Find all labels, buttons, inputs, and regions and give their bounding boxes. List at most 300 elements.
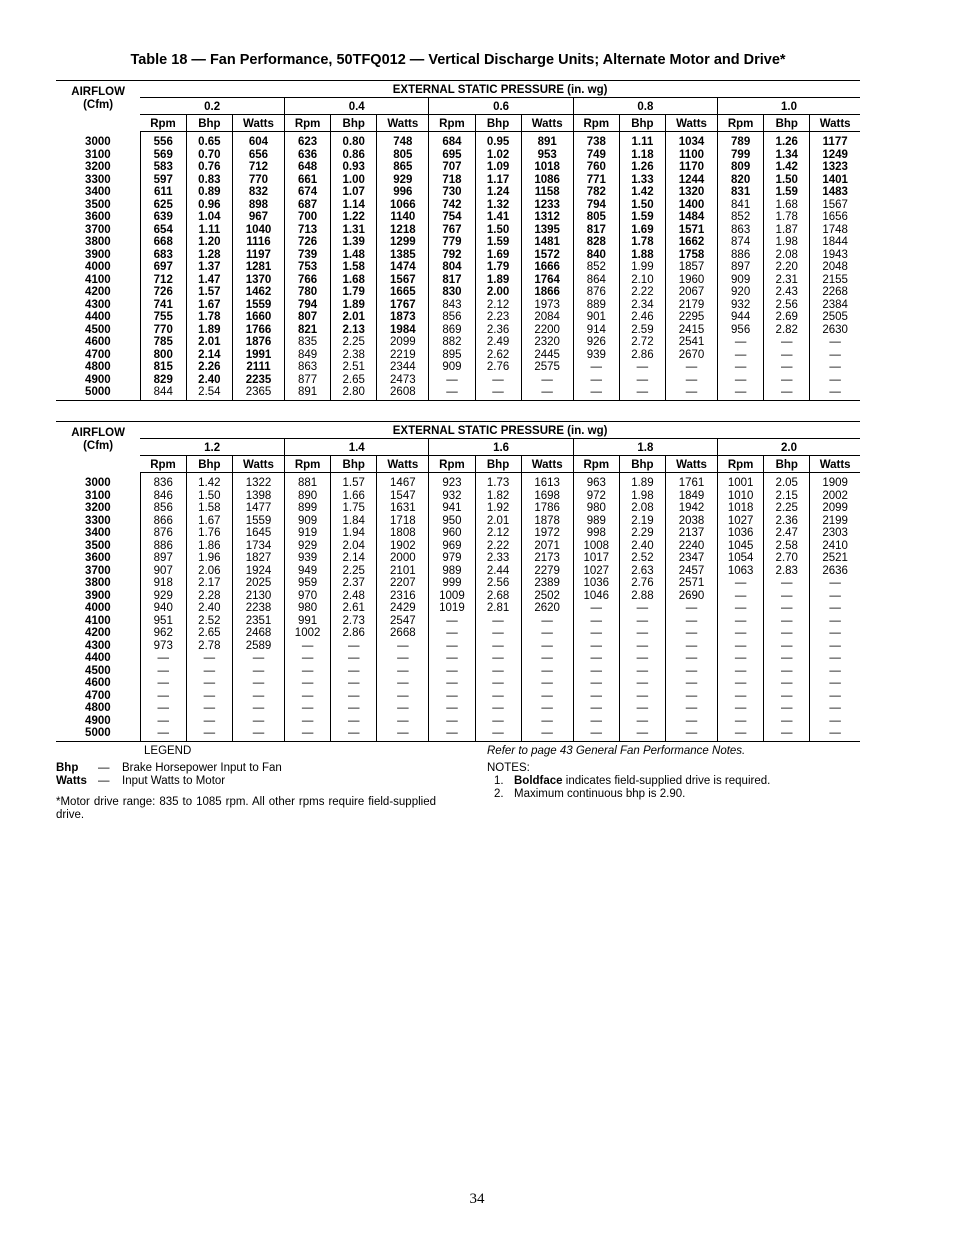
- data-cell: —: [232, 665, 284, 678]
- data-cell: —: [331, 665, 377, 678]
- data-cell: —: [573, 715, 619, 728]
- table-row: [56, 311, 860, 324]
- column-header: Bhp: [475, 115, 521, 132]
- airflow-cell: 3400: [85, 186, 111, 198]
- table-row: [56, 236, 860, 249]
- data-cell: 739: [285, 249, 331, 262]
- column-row: [56, 456, 860, 473]
- data-cell: 817: [429, 274, 475, 287]
- data-cell: —: [810, 374, 860, 387]
- data-cell: 789: [718, 132, 764, 149]
- data-cell: 1.09: [475, 161, 521, 174]
- data-cell: 944: [718, 311, 764, 324]
- data-cell: —: [475, 677, 521, 690]
- data-cell: —: [810, 727, 860, 741]
- column-header: Rpm: [429, 456, 475, 473]
- data-cell: 1.69: [475, 249, 521, 262]
- data-cell: 1878: [521, 515, 573, 528]
- data-cell: 1559: [232, 515, 284, 528]
- data-cell: 1177: [810, 132, 860, 149]
- data-cell: 2316: [377, 590, 429, 603]
- data-cell: 2199: [810, 515, 860, 528]
- data-cell: —: [764, 590, 810, 603]
- data-cell: —: [764, 715, 810, 728]
- data-cell: 1.42: [186, 473, 232, 490]
- data-cell: 1.18: [619, 149, 665, 162]
- data-cell: —: [810, 690, 860, 703]
- data-cell: 1.48: [331, 249, 377, 262]
- data-cell: —: [377, 702, 429, 715]
- data-cell: 1158: [521, 186, 573, 199]
- data-cell: 1019: [429, 602, 475, 615]
- data-cell: —: [521, 652, 573, 665]
- data-cell: 712: [140, 274, 186, 287]
- data-cell: 979: [429, 552, 475, 565]
- column-row: [56, 115, 860, 132]
- data-cell: —: [665, 677, 717, 690]
- data-cell: 623: [285, 132, 331, 149]
- data-cell: —: [140, 652, 186, 665]
- data-cell: —: [331, 677, 377, 690]
- data-cell: 865: [377, 161, 429, 174]
- table-row: [56, 702, 860, 715]
- data-cell: —: [429, 627, 475, 640]
- table-row: [56, 490, 860, 503]
- data-cell: 2365: [232, 386, 284, 400]
- data-cell: 2179: [665, 299, 717, 312]
- data-cell: 852: [718, 211, 764, 224]
- data-cell: 856: [140, 502, 186, 515]
- data-cell: 2.00: [475, 286, 521, 299]
- data-cell: 1.79: [475, 261, 521, 274]
- data-cell: 989: [429, 565, 475, 578]
- table-row: [56, 552, 860, 565]
- airflow-cell: 4000: [85, 261, 111, 273]
- data-cell: 1924: [232, 565, 284, 578]
- data-cell: 1462: [232, 286, 284, 299]
- data-cell: —: [665, 627, 717, 640]
- table-row: [56, 149, 860, 162]
- data-cell: 1.58: [186, 502, 232, 515]
- data-cell: 2238: [232, 602, 284, 615]
- table-row: [56, 540, 860, 553]
- column-header: Watts: [810, 456, 860, 473]
- data-cell: —: [718, 665, 764, 678]
- data-cell: 2.56: [764, 299, 810, 312]
- table-header: [56, 422, 860, 473]
- data-cell: —: [521, 715, 573, 728]
- data-cell: 668: [140, 236, 186, 249]
- data-cell: 1.66: [331, 490, 377, 503]
- data-cell: 1.84: [331, 515, 377, 528]
- data-cell: 1766: [232, 324, 284, 337]
- data-cell: 1873: [377, 311, 429, 324]
- data-cell: 1100: [665, 149, 717, 162]
- data-cell: 1.58: [331, 261, 377, 274]
- data-cell: 2.86: [331, 627, 377, 640]
- data-cell: 1645: [232, 527, 284, 540]
- airflow-cell: 3700: [85, 564, 111, 577]
- data-cell: —: [521, 374, 573, 387]
- data-cell: 1547: [377, 490, 429, 503]
- data-cell: 895: [429, 349, 475, 362]
- data-cell: 2.25: [764, 502, 810, 515]
- data-cell: 963: [573, 473, 619, 490]
- data-cell: —: [429, 640, 475, 653]
- data-cell: —: [186, 690, 232, 703]
- data-cell: 832: [232, 186, 284, 199]
- airflow-cell: 4400: [85, 311, 111, 323]
- data-cell: 1.78: [619, 236, 665, 249]
- data-cell: 2630: [810, 324, 860, 337]
- data-cell: 1827: [232, 552, 284, 565]
- data-cell: —: [186, 677, 232, 690]
- table-row: [56, 615, 860, 628]
- data-cell: 697: [140, 261, 186, 274]
- data-cell: 2575: [521, 361, 573, 374]
- data-cell: 2457: [665, 565, 717, 578]
- data-cell: 2.38: [331, 349, 377, 362]
- data-cell: 869: [429, 324, 475, 337]
- data-cell: 1370: [232, 274, 284, 287]
- data-cell: 2295: [665, 311, 717, 324]
- airflow-header: [56, 81, 140, 132]
- data-cell: —: [619, 640, 665, 653]
- column-header: Rpm: [718, 115, 764, 132]
- data-cell: —: [718, 602, 764, 615]
- data-cell: 1323: [810, 161, 860, 174]
- airflow-cell: 5000: [56, 386, 140, 400]
- data-cell: —: [331, 702, 377, 715]
- data-cell: 1767: [377, 299, 429, 312]
- data-cell: 1.96: [186, 552, 232, 565]
- data-cell: —: [764, 386, 810, 400]
- data-cell: 1.99: [619, 261, 665, 274]
- data-cell: 730: [429, 186, 475, 199]
- data-cell: —: [475, 615, 521, 628]
- data-cell: 909: [429, 361, 475, 374]
- data-cell: 611: [140, 186, 186, 199]
- data-cell: 2320: [521, 336, 573, 349]
- data-cell: —: [573, 361, 619, 374]
- data-cell: 1.07: [331, 186, 377, 199]
- data-cell: —: [475, 652, 521, 665]
- data-cell: 1027: [573, 565, 619, 578]
- data-cell: 996: [377, 186, 429, 199]
- data-cell: —: [619, 702, 665, 715]
- data-cell: 1008: [573, 540, 619, 553]
- airflow-cell: 4500: [85, 664, 111, 677]
- pressure-header: 2.0: [718, 439, 860, 456]
- data-cell: —: [810, 349, 860, 362]
- data-cell: 1909: [810, 473, 860, 490]
- data-cell: 949: [285, 565, 331, 578]
- airflow-cell: 3000: [85, 135, 111, 148]
- data-cell: 940: [140, 602, 186, 615]
- note-item: [494, 788, 685, 801]
- data-cell: 914: [573, 324, 619, 337]
- data-cell: 2.76: [475, 361, 521, 374]
- data-cell: —: [232, 652, 284, 665]
- data-cell: 2.37: [331, 577, 377, 590]
- data-cell: —: [475, 640, 521, 653]
- data-cell: 980: [573, 502, 619, 515]
- data-cell: 1299: [377, 236, 429, 249]
- data-cell: 2502: [521, 590, 573, 603]
- data-cell: —: [377, 690, 429, 703]
- data-cell: —: [331, 640, 377, 653]
- data-cell: —: [429, 702, 475, 715]
- data-cell: 1808: [377, 527, 429, 540]
- data-cell: —: [764, 640, 810, 653]
- data-cell: 1027: [718, 515, 764, 528]
- data-cell: 1400: [665, 199, 717, 212]
- data-cell: —: [140, 665, 186, 678]
- data-cell: 712: [232, 161, 284, 174]
- data-cell: —: [718, 727, 764, 741]
- data-cell: 2670: [665, 349, 717, 362]
- data-cell: 2099: [377, 336, 429, 349]
- data-cell: 1.59: [764, 186, 810, 199]
- data-cell: —: [429, 386, 475, 400]
- data-cell: —: [429, 690, 475, 703]
- data-cell: 2.26: [186, 361, 232, 374]
- airflow-cell: 4200: [85, 286, 111, 298]
- airflow-cell: 5000: [56, 727, 140, 741]
- data-cell: 2.23: [475, 311, 521, 324]
- data-cell: —: [285, 677, 331, 690]
- data-cell: 2.36: [475, 324, 521, 337]
- data-cell: 2067: [665, 286, 717, 299]
- data-cell: —: [331, 652, 377, 665]
- data-cell: 1002: [285, 627, 331, 640]
- fan-performance-table-2: [56, 421, 860, 742]
- data-cell: —: [377, 640, 429, 653]
- data-cell: 1786: [521, 502, 573, 515]
- data-cell: 2.05: [764, 473, 810, 490]
- data-cell: 956: [718, 324, 764, 337]
- airflow-cell: 4200: [85, 627, 111, 639]
- data-cell: —: [619, 690, 665, 703]
- data-cell: 782: [573, 186, 619, 199]
- data-cell: 1.33: [619, 174, 665, 187]
- legend-dash: —: [98, 762, 110, 774]
- data-cell: —: [521, 386, 573, 400]
- data-cell: 1764: [521, 274, 573, 287]
- data-cell: —: [331, 727, 377, 741]
- airflow-cell: 3600: [85, 211, 111, 223]
- data-cell: —: [377, 715, 429, 728]
- data-cell: —: [718, 386, 764, 400]
- data-cell: 844: [140, 386, 186, 400]
- data-cell: 766: [285, 274, 331, 287]
- table-row: [56, 132, 860, 149]
- data-cell: 1613: [521, 473, 573, 490]
- data-cell: 0.93: [331, 161, 377, 174]
- data-cell: 2.29: [619, 527, 665, 540]
- data-cell: 1249: [810, 149, 860, 162]
- data-cell: 1662: [665, 236, 717, 249]
- data-cell: 1.28: [186, 249, 232, 262]
- airflow-cell: 4800: [85, 702, 111, 714]
- data-cell: 2.13: [331, 324, 377, 337]
- data-cell: —: [475, 386, 521, 400]
- table-row: [56, 386, 860, 400]
- data-cell: —: [521, 627, 573, 640]
- data-cell: 863: [285, 361, 331, 374]
- notes-title: NOTES:: [487, 762, 530, 774]
- airflow-unit: (Cfm): [83, 99, 114, 111]
- note-text: indicates field-supplied drive is required.: [562, 775, 771, 787]
- airflow-cell: 4500: [85, 323, 111, 336]
- table-row: [56, 299, 860, 312]
- data-cell: 2.81: [475, 602, 521, 615]
- data-cell: 2.65: [186, 627, 232, 640]
- data-cell: 1.82: [475, 490, 521, 503]
- table-row: [56, 336, 860, 349]
- data-cell: 1.00: [331, 174, 377, 187]
- data-cell: 1.98: [619, 490, 665, 503]
- data-cell: 941: [429, 502, 475, 515]
- data-cell: —: [665, 715, 717, 728]
- data-cell: 890: [285, 490, 331, 503]
- column-header: Watts: [377, 456, 429, 473]
- airflow-cell: 4300: [85, 639, 111, 652]
- data-cell: 770: [232, 174, 284, 187]
- data-cell: —: [665, 615, 717, 628]
- data-cell: 654: [140, 224, 186, 237]
- data-cell: 1902: [377, 540, 429, 553]
- data-cell: 2351: [232, 615, 284, 628]
- table-row: [56, 349, 860, 362]
- data-cell: —: [665, 602, 717, 615]
- table-body: [56, 132, 860, 401]
- data-cell: 1849: [665, 490, 717, 503]
- data-cell: —: [521, 615, 573, 628]
- data-cell: 1395: [521, 224, 573, 237]
- data-cell: 2.88: [619, 590, 665, 603]
- legend-desc: Input Watts to Motor: [122, 775, 226, 787]
- data-cell: 2.40: [619, 540, 665, 553]
- data-cell: 2.46: [619, 311, 665, 324]
- data-cell: —: [764, 349, 810, 362]
- data-cell: —: [475, 727, 521, 741]
- legend-item-bhp: [56, 762, 282, 775]
- data-cell: 863: [718, 224, 764, 237]
- data-cell: 1.57: [331, 473, 377, 490]
- data-cell: 2.14: [331, 552, 377, 565]
- data-cell: 1.34: [764, 149, 810, 162]
- data-cell: 2279: [521, 565, 573, 578]
- data-cell: 889: [573, 299, 619, 312]
- data-cell: 1.42: [619, 186, 665, 199]
- data-cell: 771: [573, 174, 619, 187]
- data-cell: 1.75: [331, 502, 377, 515]
- data-cell: 2571: [665, 577, 717, 590]
- data-cell: —: [429, 727, 475, 741]
- data-cell: 2415: [665, 324, 717, 337]
- column-header: Watts: [810, 115, 860, 132]
- data-cell: 1857: [665, 261, 717, 274]
- data-cell: —: [377, 727, 429, 741]
- data-cell: 2389: [521, 577, 573, 590]
- data-cell: —: [475, 702, 521, 715]
- table-row: [56, 665, 860, 678]
- data-cell: 2.10: [619, 274, 665, 287]
- data-cell: 1467: [377, 473, 429, 490]
- airflow-label: AIRFLOW: [71, 427, 125, 439]
- data-cell: 2.25: [331, 336, 377, 349]
- data-cell: —: [429, 715, 475, 728]
- data-cell: 583: [140, 161, 186, 174]
- data-cell: 2608: [377, 386, 429, 400]
- data-cell: 2.01: [186, 336, 232, 349]
- data-cell: —: [377, 677, 429, 690]
- data-cell: 2.12: [475, 527, 521, 540]
- data-cell: 2.69: [764, 311, 810, 324]
- data-cell: 1559: [232, 299, 284, 312]
- data-cell: 1943: [810, 249, 860, 262]
- data-cell: 1.78: [764, 211, 810, 224]
- column-header: Watts: [232, 456, 284, 473]
- data-cell: 939: [285, 552, 331, 565]
- data-cell: 2.83: [764, 565, 810, 578]
- data-cell: —: [285, 702, 331, 715]
- data-cell: 2668: [377, 627, 429, 640]
- data-cell: 1.47: [186, 274, 232, 287]
- data-cell: 1666: [521, 261, 573, 274]
- data-cell: 804: [429, 261, 475, 274]
- column-header: Bhp: [475, 456, 521, 473]
- data-cell: 2.08: [764, 249, 810, 262]
- column-header: Bhp: [186, 115, 232, 132]
- data-cell: 1.31: [331, 224, 377, 237]
- data-cell: 800: [140, 349, 186, 362]
- data-cell: 0.95: [475, 132, 521, 149]
- data-cell: 929: [140, 590, 186, 603]
- airflow-cell: 4100: [85, 614, 111, 627]
- data-cell: —: [718, 715, 764, 728]
- data-cell: —: [718, 577, 764, 590]
- data-cell: 2521: [810, 552, 860, 565]
- data-cell: 932: [429, 490, 475, 503]
- data-cell: 1866: [521, 286, 573, 299]
- data-cell: 1.73: [475, 473, 521, 490]
- data-cell: —: [573, 677, 619, 690]
- data-cell: 1036: [718, 527, 764, 540]
- data-cell: 753: [285, 261, 331, 274]
- column-header: Rpm: [573, 456, 619, 473]
- data-cell: 909: [285, 515, 331, 528]
- data-cell: 1567: [377, 274, 429, 287]
- data-cell: —: [475, 374, 521, 387]
- data-cell: 2.28: [186, 590, 232, 603]
- data-cell: 1844: [810, 236, 860, 249]
- data-cell: 1481: [521, 236, 573, 249]
- airflow-cell: 3100: [85, 148, 111, 161]
- data-cell: —: [718, 677, 764, 690]
- data-cell: 1036: [573, 577, 619, 590]
- data-cell: 1.41: [475, 211, 521, 224]
- data-cell: 898: [232, 199, 284, 212]
- column-header: Rpm: [573, 115, 619, 132]
- data-cell: —: [521, 690, 573, 703]
- data-cell: 831: [718, 186, 764, 199]
- data-cell: 1197: [232, 249, 284, 262]
- data-cell: 2.40: [186, 374, 232, 387]
- table-row: [56, 374, 860, 387]
- data-cell: 2.06: [186, 565, 232, 578]
